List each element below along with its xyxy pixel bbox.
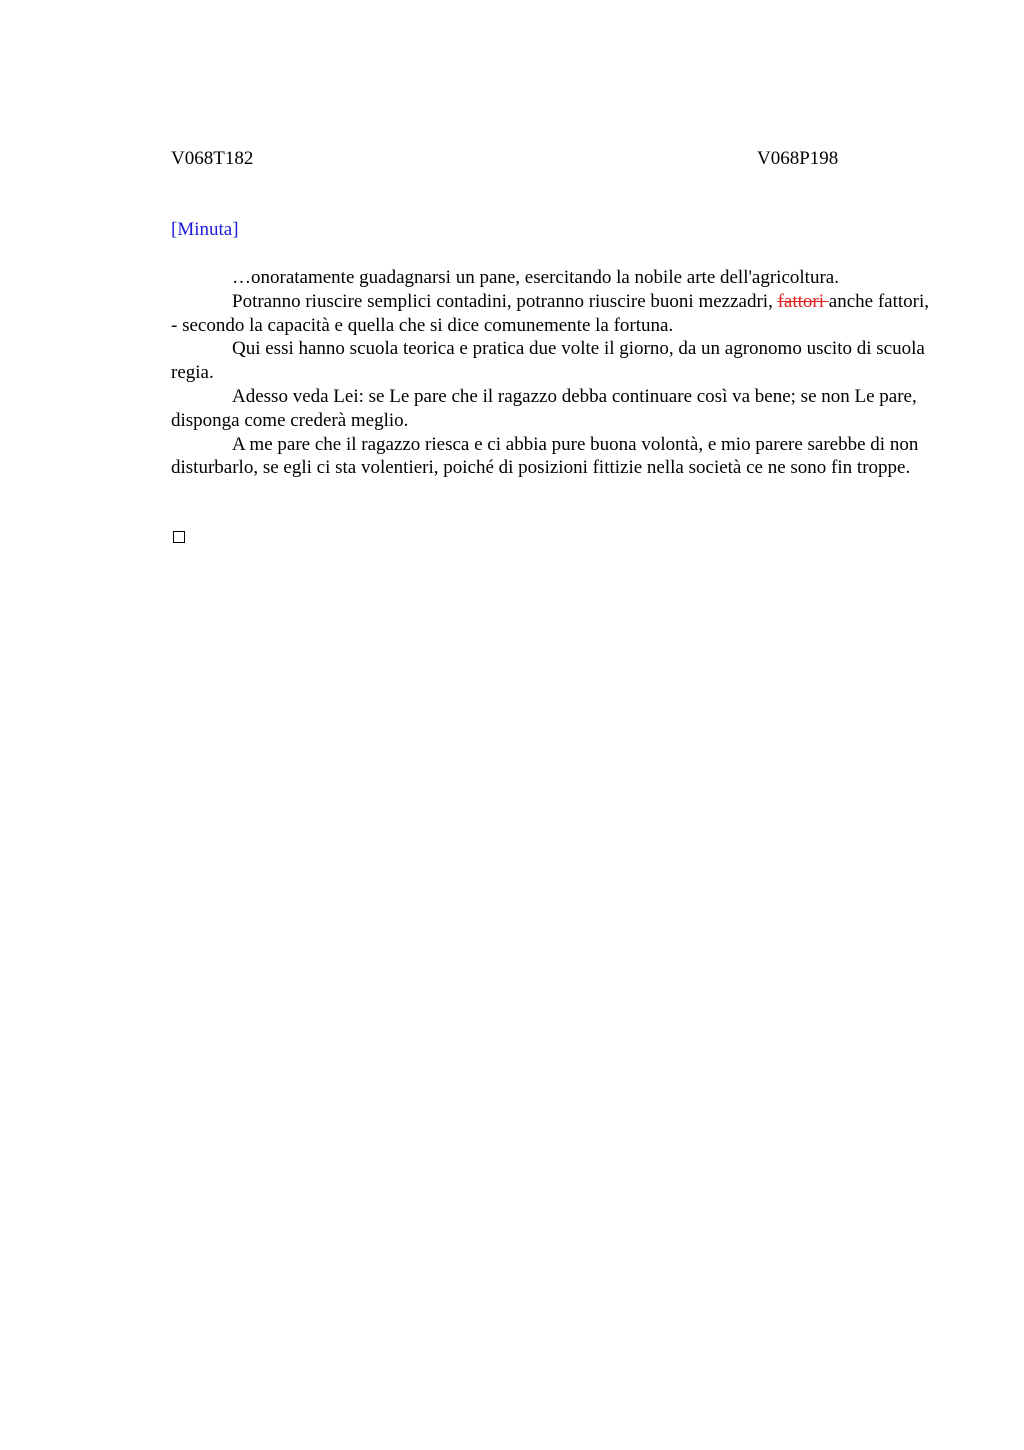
paragraph-2-end: anche fattori, - secondo la capacità e quella che si dice comunemente la fortuna.: [171, 290, 929, 336]
struck-word: fattori: [777, 290, 829, 312]
paragraph-2: [171, 290, 931, 338]
paragraph-4: Adesso veda Lei: se Le pare che il ragazzo debba continuare così va bene; se non Le pare, disponga come crederà meglio.: [171, 385, 917, 431]
document-code-left: V068T182: [171, 148, 254, 169]
letter-body: [171, 266, 931, 480]
paragraph-5: A me pare che il ragazzo riesca e ci abbia pure buona volontà, e mio parere sarebbe di non disturbarlo, se egli ci sta volentieri, poiché di posizioni fittizie nella società ce ne sono fin troppe.: [171, 433, 919, 479]
paragraph-1: …onoratamente guadagnarsi un pane, esercitando la nobile arte dell'agricoltura.: [232, 267, 839, 288]
square-box-icon: [173, 531, 185, 543]
minuta-label: [Minuta]: [171, 219, 239, 240]
paragraph-3: Qui essi hanno scuola teorica e pratica due volte il giorno, da un agronomo uscito di scuola regia.: [171, 338, 925, 384]
paragraph-2-start: Potranno riuscire semplici contadini, potranno riuscire buoni mezzadri,: [232, 290, 778, 312]
document-code-right: V068P198: [757, 148, 839, 169]
